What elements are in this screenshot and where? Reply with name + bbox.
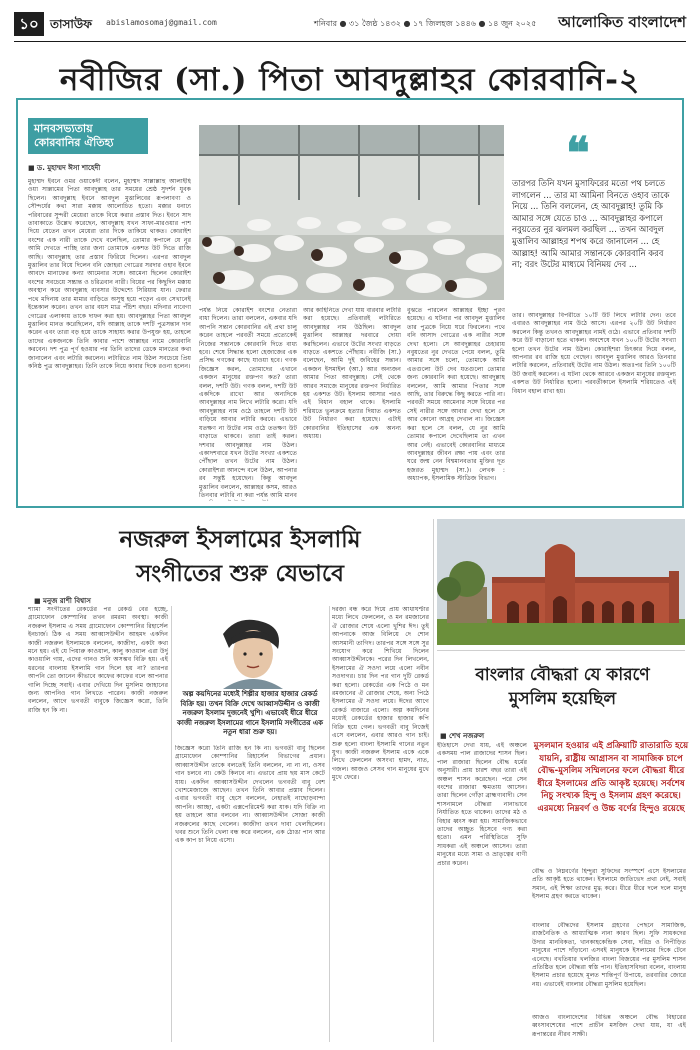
article1-column-2: পর্যন্ত নিয়ে কোরাইশ বংশের নেতারা বাধা দিলেন। তারা বললেন, একবার যদি আপনি সন্তান কোরবানির এই প্রথা চালু করেন তাহলে পরবর্তী সময়ে প্রত্যেকেই নিজের সন্তানকে কোরবানি দিতে বাধ্য হবে। শেষে সিদ্ধান্ত হলো হেজাজের এক প্রসিদ্ধ গণকের কাছে যাওয়া হবে। গণক জিজ্ঞেস করল, তোমাদের এখানে একজন মানুষের রক্তপণ কত? তারা বলল, দশটি উট। গণক বলল, দশটি উট একদিকে রাখো আর অন্যদিকে আবদুল্লাহর নাম লিখে লটারি করো। যদি আবদুল্লাহর নাম ওঠে তাহলে দশটি উট বাড়িয়ে আবার লটারি করবে। এভাবে যতক্ষণ না উটের নাম ওঠে ততক্ষণ উট বাড়াতে থাকবে। তারা তাই করল। দশবার আবদুল্লাহর নাম উঠল। একাদশবারে যখন উটের সংখ্যা একশতে পৌঁছাল তখন উটের নাম উঠল। কোরাইশরা আনন্দে বলে উঠল, আপনার রব সন্তুষ্ট হয়েছেন। কিন্তু আবদুল মুত্তালিব বললেন, আল্লাহর কসম, আরও তিনবার লটারি না করা পর্যন্ত আমি মানব xyxy=(199,307,297,499)
article2-column-3: দরজা বন্ধ করে দিয়ে প্রায় আধাঘণ্টার মধ্যে লিখে ফেললেন, ও মন রমজানের ঐ রোজার শেষে এলো খুশির ঈদ। তুই আপনাকে আজ বিলিয়ে দে শোন আসমানী তাগিদ। তারপর সঙ্গে সঙ্গে সুর সংযোগ করে শিখিয়ে দিলেন আব্বাসউদ্দীনকে। পরের দিন লিখলেন, ইসলামের ঐ সওদা লয়ে এলো নবীন সওদাগর। চার দিন পর গান দুটি রেকর্ড করা হলো। রেকর্ডের এক পিঠে ও মন রমজানের ঐ রোজার শেষে, অন্য পিঠে ইসলামের ঐ সওদা লয়ে। ঈদের আগে রেকর্ড বাজারে এলো। অল্প কয়দিনের মধ্যেই রেকর্ডের হাজার হাজার কপি বিক্রি হয়ে গেল। ভগবতী বাবু নিজেই এসে বললেন, এবার আরও গান চাই। শুরু হলো বাংলা ইসলামি গানের নতুন যুগ। কাজী নজরুল ইসলাম একে একে লিখে ফেললেন অসংখ্য হামদ, নাত, গজল। আজও সেসব গান মানুষের মুখে মুখে ফেরে। xyxy=(332,606,429,782)
page-header xyxy=(14,8,686,42)
section-divider xyxy=(437,650,685,651)
issue-date: শনিবার ● ৩১ জৈষ্ঠ ১৪৩২ ● ১৭ জিলহজ ১৪৪৬ ● ১৪ জুন ২০২৫ xyxy=(314,19,537,28)
article3-byline: ■ শেখ নজরুল xyxy=(440,732,485,740)
page-number: ১০ xyxy=(14,12,44,36)
column-divider xyxy=(329,606,330,1042)
article2-byline: ■ মনুজ রাশী বিশ্বাস xyxy=(34,597,91,605)
article3-headline xyxy=(440,663,685,711)
article2-caption: অল্প কয়দিনের মধ্যেই শিল্পীর হাজার হাজার রেকর্ড বিক্রি হয়। তখন বিক্রি দেখে আব্বাসউদ্দীন ও কাজী নজরুল ইসলাম দুজনেই খুশি। এভাবেই ধীরে ধীরে কাজী নজরুল ইসলামের গানে ইসলামি সংগীতের এক নতুন ধারা শুরু হয়। xyxy=(177,690,323,737)
article3-column-4: আজও বাংলাদেশের বিভিন্ন অঞ্চলে বৌদ্ধ বিহারের ধ্বংসাবশেষের পাশে প্রাচীন মসজিদ দেখা যায়, যা এই রূপান্তরের নীরব সাক্ষী। xyxy=(532,1014,686,1038)
article1-pull-quote: তারপর তিনি যখন মুসাফিরের মতো পথ চলতে লাগলেন ... তার মা আমিনা বিনতে ওহাব তাকে নিয়ে ... তিনি বললেন, হে আবদুল্লাহ! তুমি কি আমার সঙ্গে যেতে চাও ... আবদুল্লাহর কপালে নবুয়তের নুর ঝলমল করছিল ... তখন আবদুল মুত্তালিব আল্লাহর শপথ করে জানালেন ... হে আল্লাহ! আমি আমার সন্তানকে কোরবানি করব না; বরং উটের মাধ্যমে বিনিময় দেব ... xyxy=(512,178,670,270)
article1-headline: নবীজির (সা.) পিতা আবদুল্লাহর কোরবানি-২ xyxy=(59,62,641,98)
article3-column-1: ইতিহাসে দেখা যায়, এই অঞ্চলে একসময় পাল রাজাদের শাসন ছিল। পাল রাজারা ছিলেন বৌদ্ধ ধর্মের অনুসারী। প্রায় চারশ বছর তারা এই অঞ্চল শাসন করেছেন। পরে সেন বংশের রাজারা ক্ষমতায় আসেন। তারা ছিলেন গোঁড়া ব্রাহ্মণ্যবাদী। সেন শাসনামলে বৌদ্ধরা নানাভাবে নির্যাতিত হতে থাকেন। তাদের মঠ ও বিহার ধ্বংস করা হয়। সামাজিকভাবে তাদের অচ্ছুত হিসেবে গণ্য করা হতো। এমন পরিস্থিতিতে সুফি সাধকরা এই অঞ্চলে আসেন। তারা মানুষের মধ্যে সাম্য ও ভ্রাতৃত্বের বাণী প্রচার করেন। xyxy=(437,742,527,867)
column-divider xyxy=(433,519,434,1042)
column-divider xyxy=(171,606,172,1042)
article1-column-4: বুঝতে পারলেন আল্লাহর ইচ্ছা পূরণ হয়েছে। এ ঘটনার পর আবদুল মুত্তালিব তার পুত্রকে নিয়ে ঘরে ফিরলেন। পথে বনি আসাদ গোত্রের এক নারীর সঙ্গে দেখা হলো। সে আবদুল্লাহর চেহারায় নবুয়তের নুর দেখতে পেয়ে বলল, তুমি আমার সঙ্গে চলো, তোমাকে আমি এতগুলো উট দেব যতগুলো তোমার জন্য কোরবানি করা হয়েছে। আবদুল্লাহ বললেন, আমি আমার পিতার সঙ্গে আছি, তার বিরুদ্ধে কিছু করতে পারি না। পরবর্তী সময়ে আমেনার সঙ্গে বিয়ের পর সেই নারীর সঙ্গে আবার দেখা হলে সে আর কোনো আগ্রহ দেখাল না। জিজ্ঞেস করা হলে সে বলল, যে নুর আমি তোমার কপালে দেখেছিলাম তা এখন আর নেই। এভাবেই কোরবানির মাধ্যমে আবদুল্লাহর জীবন রক্ষা পায় এবং তার ঘরে জন্ম নেন বিশ্বমানবতার মুক্তির দূত হজরত মুহাম্মদ (সা.)। লেখক : অধ্যাপক, ইসলামিক স্টাডিজ বিভাগ। xyxy=(407,307,505,483)
newspaper-logo[interactable]: আলোকিত বাংলাদেশ xyxy=(558,13,686,31)
article1-byline: ■ ড. মুহাম্মদ ঈসা শাহেদী xyxy=(28,164,101,172)
article2-column-1: শ্যামা সংগীতের রেকর্ডের পর রেকর্ড বের হচ্ছে, গ্রামোফোন কোম্পানির তখন রমরমা অবস্থা। কাজী নজরুল ইসলাম এ সময় গ্রামোফোন কোম্পানির রিহার্সেল ইনচার্জ। ঠিক এ সময় আব্বাসউদ্দীন আহমদ একদিন কাজী নজরুল ইসলামকে বললেন, কাজীদা, একটা কথা মনে হয়। এই যে পিয়ারু কাওয়াল, কালু কাওয়াল এরা উর্দু কাওয়ালি গায়, এদের গানও শুনি অসম্ভব বিক্রি হয়। এই ধরনের বাংলায় ইসলামি গান দিলে হয় না? তারপর আপনি তো জানেন কীভাবে কাফের কাফের বলে আপনার গালি দিচ্ছে সবাই। এবার দেখিয়ে দিন মুসলিম জাহানের জন্য আপনিও গান লিখতে পারেন। কাজী নজরুল বললেন, আগে ভগবতী বাবুকে জিজ্ঞেস করো, তিনি রাজি হন কি না। xyxy=(28,606,168,714)
article3-column-3: বাংলার বৌদ্ধদের ইসলাম গ্রহণের পেছনে সামাজিক, রাজনৈতিক ও আধ্যাত্মিক নানা কারণ ছিল। সুফি সাধকদের উদার মানবিকতা, খানকাহকেন্দ্রিক সেবা, দরিদ্র ও নিপীড়িত মানুষের পাশে দাঁড়ানো এসবই মানুষকে ইসলামের দিকে টেনে এনেছে। বখতিয়ার খলজির বাংলা বিজয়ের পর মুসলিম শাসন প্রতিষ্ঠিত হলে বৌদ্ধরা স্বস্তি পান। ইতিহাসবিদরা বলেন, বাংলায় ইসলাম প্রচার হয়েছে মূলত শান্তিপূর্ণ উপায়ে, তরবারির জোরে নয়। এভাবেই বাংলার বৌদ্ধরা মুসলিম হয়েছিল। xyxy=(532,922,686,988)
article3-headline-line1: বাংলার বৌদ্ধরা যে কারণে xyxy=(475,665,650,685)
article1-column-5: তার। আবদুল্লাহর বিপরীতে ১০টি উট লিখে লটারি দেন। তবে এবারও আবদুল্লাহর নাম উঠে আসে। এরপর ২০টি উট নির্ধারণ করলেন কিন্তু তখনও আবদুল্লাহর নামই ওঠে। এভাবে প্রতিবার দশটি করে উট বাড়ানো হতে থাকল। অবশেষে যখন ১০০টি উটের সংখ্যা হলো তখন উটের নাম উঠল। কোরাইশরা চিৎকার দিয়ে বলল, আপনার রব রাজি হয়ে গেছেন। আবদুল মুত্তালিব আরও তিনবার লটারি করলেন, প্রতিবারই উটের নাম উঠল। অতঃপর তিনি ১০০টি উট জবাই করলেন। এ ঘটনা থেকে আরবে একজন মানুষের রক্তমূল্য একশত উট নির্ধারিত হলো। পরবর্তীকালে ইসলামি শরিয়তেও এই বিধান বহাল রাখা হয়। xyxy=(512,312,676,395)
article1-kicker: মানবসভ্যতায় কোরবানির ঐতিহ্য xyxy=(28,118,148,154)
article3-headline-line2: মুসলিম হয়েছিল xyxy=(508,689,617,709)
mosque-photo xyxy=(437,519,685,645)
article3-column-2: বৌদ্ধ ও নিম্নবর্ণের হিন্দুরা সুফিদের সংস্পর্শে এসে ইসলামের প্রতি আকৃষ্ট হতে থাকেন। ইসলামে জাতিভেদ প্রথা নেই, সবাই সমান, এই শিক্ষা তাদের মুগ্ধ করে। ধীরে ধীরে দলে দলে মানুষ ইসলাম গ্রহণ করতে থাকেন। xyxy=(532,868,686,901)
article2-headline xyxy=(30,523,450,591)
article3-highlight-quote: মুসলমান হওয়ার এই প্রক্রিয়াটি রাতারাতি হয়ে যায়নি, রাষ্ট্রীয় আগ্রাসন বা সামাজিক চাপে বৌদ্ধ-মুসলিম সম্মিলনের ফলে বৌদ্ধরা ধীরে ধীরে ইসলামের প্রতি আকৃষ্ট হয়েছে। সর্বশেষ নিচু সংখ্যক হিন্দু ও ইসলাম গ্রহণ করেছে। এরমধ্যে নিম্নবর্ণ ও উচ্চ বর্ণের হিন্দুও রয়েছে xyxy=(533,741,689,814)
goats-farm-photo xyxy=(199,125,504,300)
contact-email[interactable]: abislamosomaj@gmail.com xyxy=(106,18,217,27)
quote-icon: ❝ xyxy=(566,128,590,179)
article2-headline-line1: নজরুল ইসলামের ইসলামি xyxy=(119,526,361,553)
article1-column-3: আর কাহিনিতে দেখা যায় বারবার লটারি করা হয়েছে। প্রতিবারই লটারিতে আবদুল্লাহর নাম উঠছিল। আবদুল মুত্তালিব আল্লাহর দরবারে দোয়া করছিলেন। এভাবে উটের সংখ্যা বাড়তে বাড়তে একশতে পৌঁছায়। নবীজি (সা.) বলেছেন, আমি দুই জবিহের সন্তান। একজন ইসমাইল (আ.) আর অন্যজন আমার পিতা আবদুল্লাহ। সেই থেকে আরব সমাজে মানুষের রক্তপণ নির্ধারিত হয় একশত উট। ইসলাম আসার পরও এই বিধান বহাল থাকে। ইসলামি শরিয়তে ভুলক্রমে হত্যার দিয়াত একশত উট নির্ধারণ করা হয়েছে। এটাই কোরবানির ইতিহাসের এক অনন্য অধ্যায়। xyxy=(303,307,401,441)
nazrul-portrait-illustration xyxy=(183,614,318,689)
article2-column-2: জিজ্ঞেস করো তিনি রাজি হন কি না। ভগবতী বাবু ছিলেন গ্রামোফোন কোম্পানির রিহার্সেল বিভাগের প্রধান। আব্বাসউদ্দীন তাকে বলতেই তিনি বললেন, না না না, ওসব গান চলবে না। কেউ কিনবে না। এভাবে প্রায় ছয় মাস কেটে যায়। একদিন আব্বাসউদ্দীন দেখলেন ভগবতী বাবু বেশ খোশমেজাজে আছেন। তখন তিনি আবার প্রস্তাব দিলেন। এবার ভগবতী বাবু হেসে বললেন, নেহাতই নাছোড়বান্দা আপনি। আচ্ছা, একটা এক্সপেরিমেন্ট করা যাক। যদি বিক্রি না হয় তাহলে আর বলবেন না। আব্বাসউদ্দীন সোজা কাজী নজরুলের কাছে গেলেন। কাজীদা তখন দাবা খেলছিলেন। খবর শুনে তিনি খেলা বন্ধ করে বললেন, এক ঠোঙা পান আর এক কাপ চা নিয়ে এসো। xyxy=(175,745,325,845)
section-name: তাসাউফ xyxy=(50,17,93,31)
article1-column-1: মুহাম্মদ ইবনে ওমর ওয়াকেদী বলেন, মুহাম্মদ সাল্লাল্লাহু আলাইহি ওয়া সাল্লামের পিতা আবদুল্লাহ তার সময়ের শ্রেষ্ঠ সুদর্শন যুবক ছিলেন। আবদুল্লাহ ইবনে আবদুল মুত্তালিবের রূপলাবণ্য ও সৌন্দর্যের কথা সারা মক্কায় আলোচিত হতো। মক্কার ধনাঢ্য পরিবারের সুন্দরী মেয়েরা তাকে বিয়ে করার প্রস্তাব দিত। ইবনে সাদ তাবাকাতে উল্লেখ করেছেন, আবদুল্লাহ যখন সাফা-মারওয়ার পাশ দিয়ে যেতেন তখন মেয়েরা তার দিকে তাকিয়ে থাকত। কোরাইশ বংশের এক নারী তাকে দেখে বলেছিল, তোমার কপালে যে নুর আমি দেখতে পাচ্ছি তার জন্য তোমাকে একশত উট দিতে রাজি আছি। আবদুল্লাহ তার প্রস্তাব ফিরিয়ে দিলেন। এরপর আবদুল মুত্তালিব তার বিয়ে দিলেন বনি জোহরা গোত্রের সরদার ওহাব ইবনে আবদে মানাফের কন্যা আমেনার সঙ্গে। আমেনা ছিলেন কোরাইশ বংশের সবচেয়ে সম্ভ্রান্ত ও চরিত্রবান নারী। বিয়ের পর কিছুদিন মক্কায় অবস্থান করে আবদুল্লাহ ব্যবসার উদ্দেশ্যে সিরিয়ায় যান। ফেরার পথে মদিনায় তার মামার বাড়িতে অসুস্থ হয়ে পড়েন এবং সেখানেই ইন্তেকাল করেন। তখন তার বয়স মাত্র পঁচিশ বছর। মদিনার নাবেগা গোত্রের এলাকায় তাকে দাফন করা হয়। আবদুল্লাহর পিতা আবদুল মুত্তালিব মানত করেছিলেন, যদি আল্লাহ তাকে দশটি পুত্রসন্তান দান করেন এবং তারা বড় হয়ে তাকে সাহায্য করার উপযুক্ত হয়, তাহলে তাদের একজনকে তিনি কাবার পাশে আল্লাহর নামে কোরবানি করবেন। দশ পুত্র পূর্ণ হওয়ার পর তিনি তাদের ডেকে মানতের কথা জানালেন এবং লটারি করলেন। লটারিতে নাম উঠল সবচেয়ে প্রিয় কনিষ্ঠ পুত্র আবদুল্লাহর। তিনি তাকে নিয়ে কাবার দিকে রওনা হলেন। xyxy=(28,178,191,370)
article2-headline-line2: সংগীতের শুরু যেভাবে xyxy=(136,560,344,587)
